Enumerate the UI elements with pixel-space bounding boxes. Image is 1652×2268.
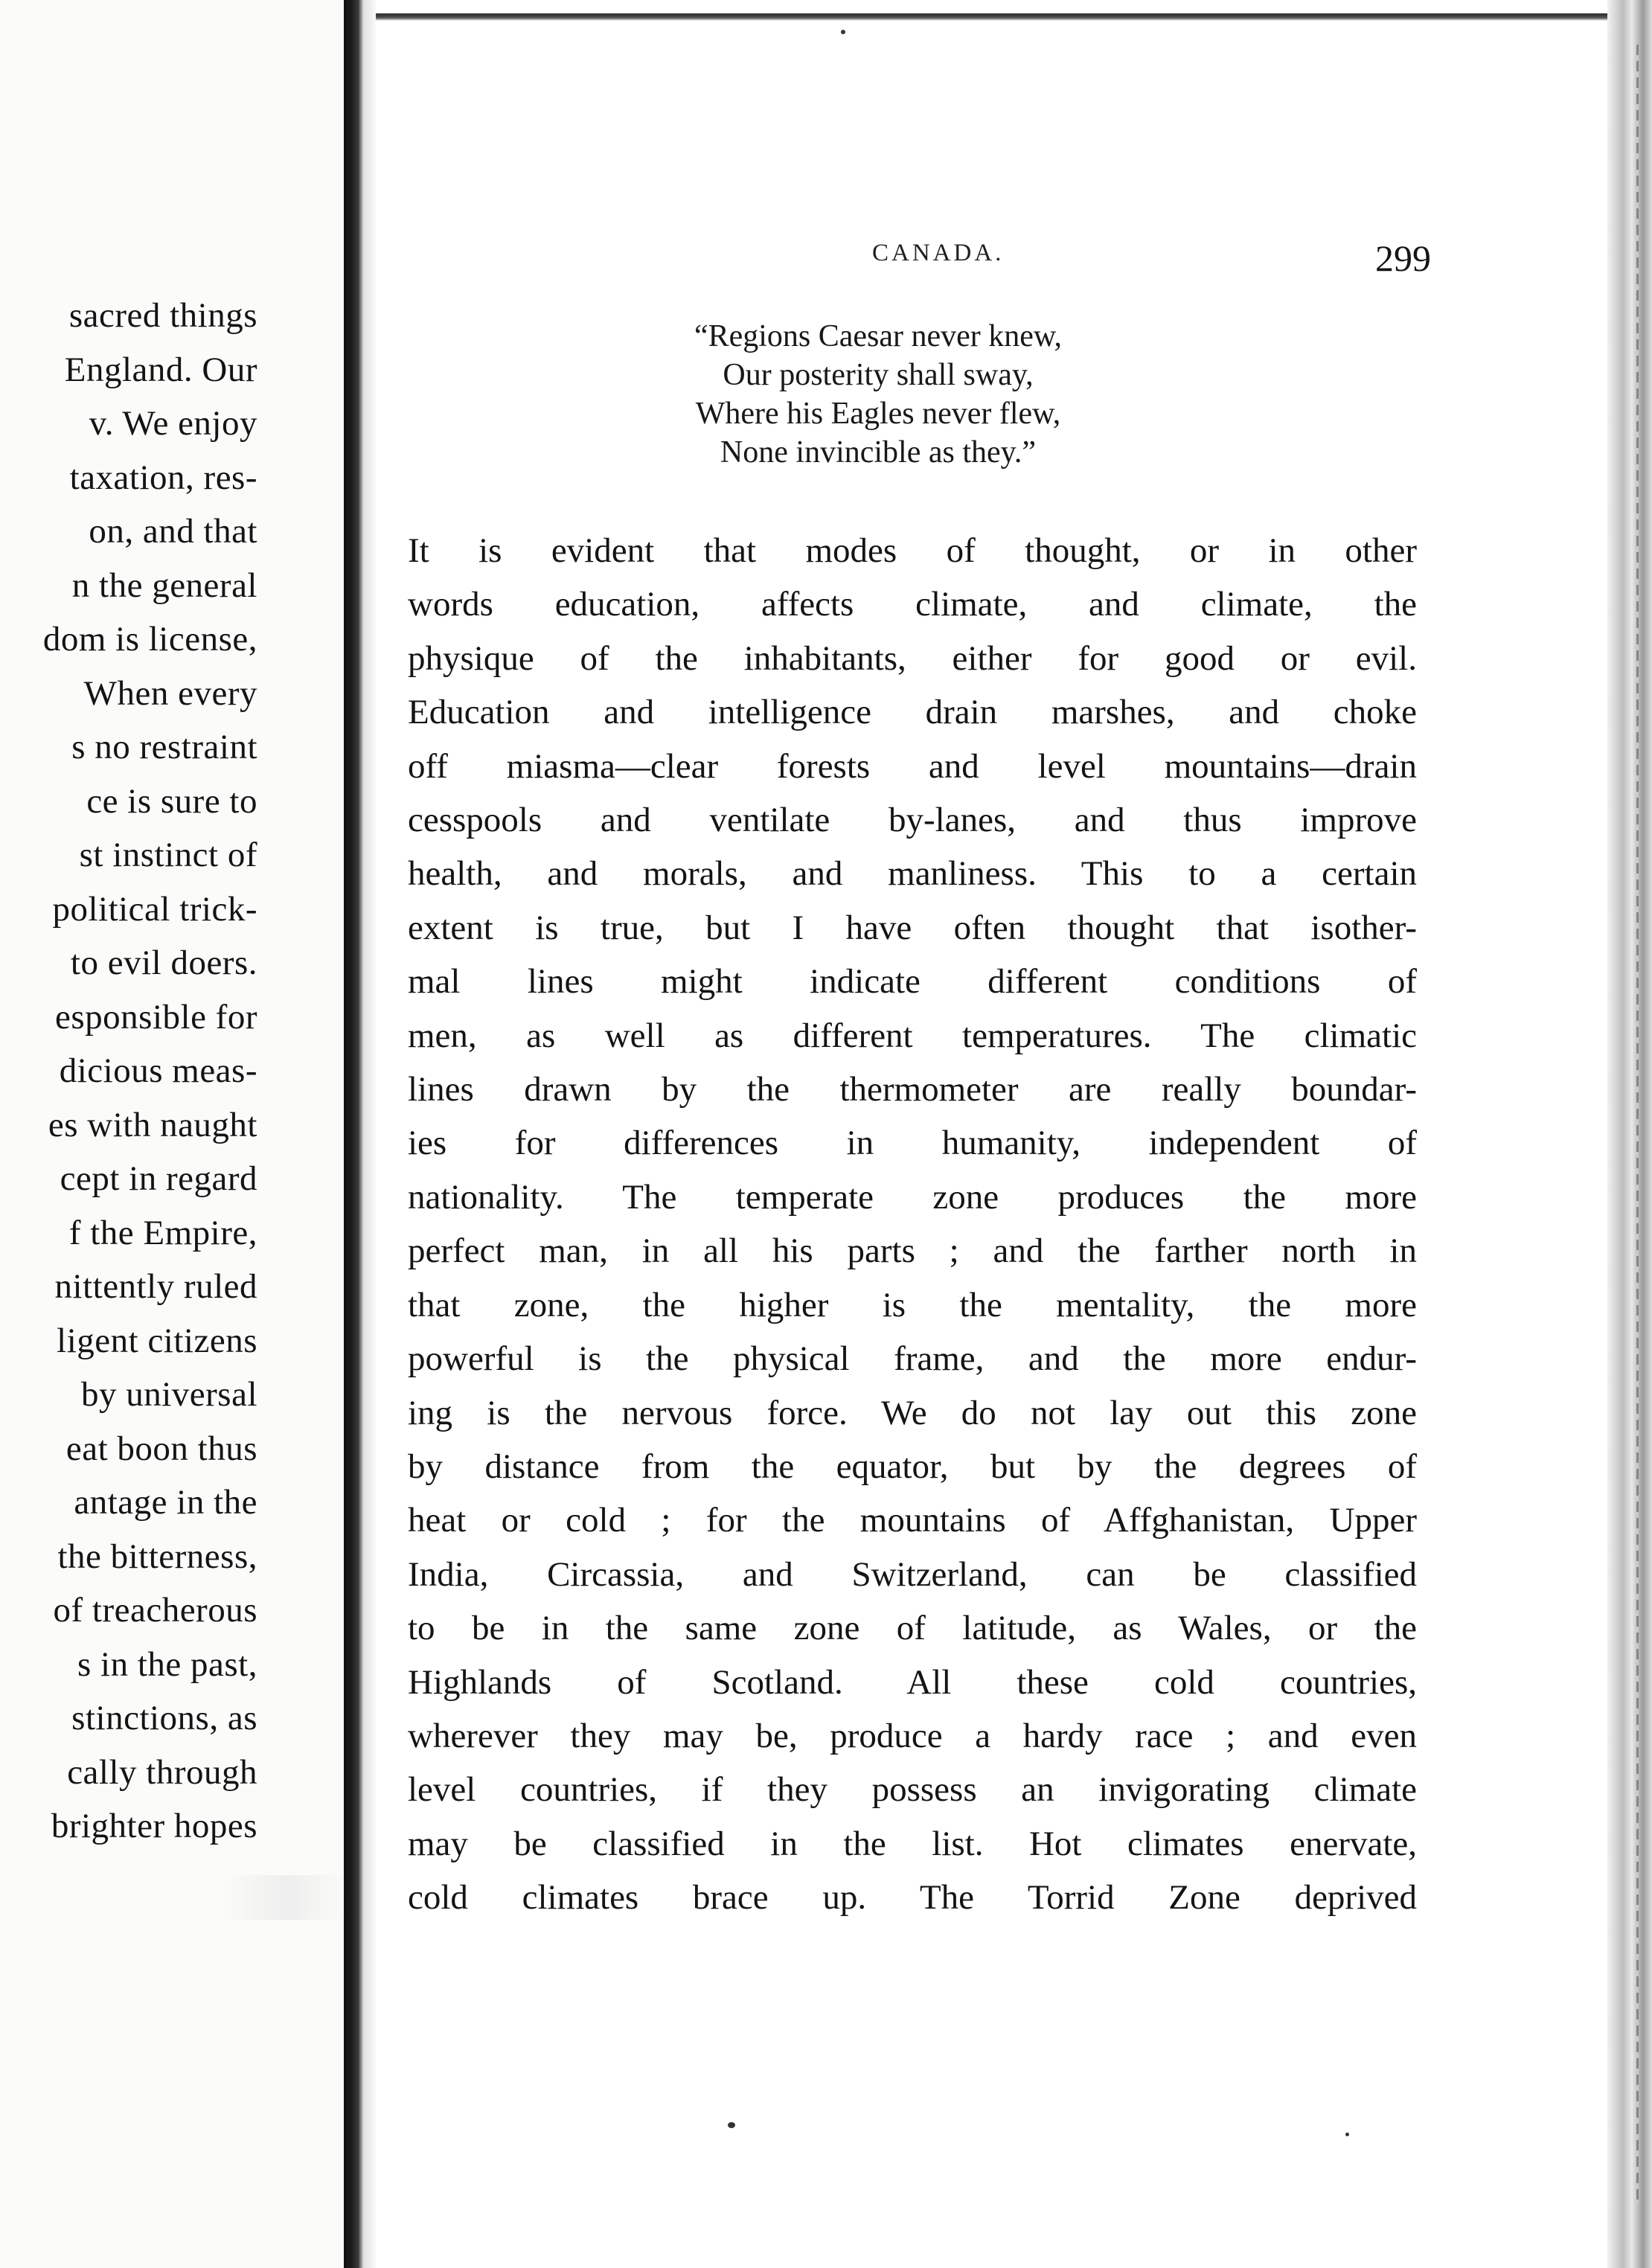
left-line: on, and that: [89, 512, 257, 551]
page-stack-edge: [1607, 0, 1652, 2268]
left-line: s in the past,: [77, 1644, 257, 1684]
left-line: s no restraint: [71, 728, 257, 766]
body-line: mal lines might indicate different conditions of: [408, 962, 1417, 1002]
body-line: nationality. The temperate zone produces the more: [408, 1177, 1417, 1217]
faded-show-through: [223, 1875, 350, 1920]
left-line: political trick-: [52, 889, 257, 929]
left-line: v. We enjoy: [89, 404, 257, 443]
left-line: cally through: [67, 1752, 257, 1792]
left-line: England. Our: [64, 350, 257, 389]
body-line: ies for differences in humanity, independent of: [408, 1124, 1417, 1163]
body-line: Highlands of Scotland. All these cold countries,: [408, 1662, 1417, 1702]
print-speck: [1345, 2133, 1349, 2136]
left-line: eat boon thus: [65, 1429, 257, 1468]
body-line: Education and intelligence drain marshes, and choke: [408, 693, 1417, 732]
left-line: dom is license,: [42, 620, 257, 659]
verse-line: Our posterity shall sway,: [723, 358, 1034, 392]
page-stack-lines: [1636, 45, 1639, 2203]
print-speck: [728, 2122, 735, 2128]
page-top-edge: [376, 13, 1641, 21]
book-binding-gutter: [344, 0, 363, 2268]
running-head: CANADA.: [872, 240, 1005, 266]
body-line: health, and morals, and manliness. This to a certain: [408, 854, 1417, 894]
body-line: to be in the same zone of latitude, as Wales, or the: [408, 1609, 1417, 1648]
left-line: When every: [83, 673, 257, 713]
left-page-text: [0, 289, 257, 1854]
body-line: It is evident that modes of thought, or in other: [408, 531, 1417, 570]
body-line: perfect man, in all his parts ; and the farther north in: [408, 1231, 1417, 1271]
left-facing-page: [0, 0, 350, 2268]
left-line: n the general: [71, 566, 257, 605]
left-line: stinctions, as: [71, 1699, 257, 1737]
body-line: may be classified in the list. Hot climates enervate,: [408, 1824, 1417, 1863]
left-line: ce is sure to: [86, 781, 257, 821]
body-line: off miasma—clear forests and level mountains—drain: [408, 746, 1417, 786]
body-line: lines drawn by the thermometer are really boundar-: [408, 1070, 1417, 1109]
body-paragraph: [408, 524, 1417, 1925]
body-line: words education, affects climate, and climate, the: [408, 585, 1417, 624]
verse-quotation: [618, 317, 1139, 472]
page-number: 299: [1375, 237, 1431, 279]
left-line: by universal: [80, 1375, 257, 1414]
body-line: heat or cold ; for the mountains of Affghanistan, Upper: [408, 1501, 1417, 1540]
left-line: ligent citizens: [57, 1321, 257, 1360]
verse-line: None invincible as they.”: [720, 435, 1037, 470]
left-line: esponsible for: [55, 997, 257, 1037]
left-line: st instinct of: [79, 836, 257, 874]
body-line: cesspools and ventilate by-lanes, and thus improve: [408, 801, 1417, 840]
left-line: antage in the: [74, 1483, 257, 1522]
left-line: taxation, res-: [69, 458, 257, 497]
left-line: of treacherous: [53, 1591, 257, 1630]
body-line: wherever they may be, produce a hardy race ; and even: [408, 1716, 1417, 1755]
verse-line: Where his Eagles never flew,: [695, 397, 1061, 431]
body-line: that zone, the higher is the mentality, the more: [408, 1285, 1417, 1324]
left-line: es with naught: [48, 1105, 257, 1144]
body-line: extent is true, but I have often thought that isother-: [408, 908, 1417, 947]
body-line: cold climates brace up. The Torrid Zone deprived: [408, 1878, 1417, 1918]
print-speck: [841, 30, 845, 34]
left-line: cept in regard: [60, 1159, 257, 1198]
body-line: level countries, if they possess an invigorating climate: [408, 1770, 1417, 1810]
body-line: India, Circassia, and Switzerland, can be classified: [408, 1554, 1417, 1594]
body-line: by distance from the equator, but by the degrees of: [408, 1447, 1417, 1486]
body-line: men, as well as different temperatures. The climatic: [408, 1016, 1417, 1055]
body-line: physique of the inhabitants, either for good or evil.: [408, 638, 1417, 678]
left-line: the bitterness,: [57, 1537, 257, 1576]
left-line: f the Empire,: [68, 1213, 257, 1252]
verse-line: “Regions Caesar never knew,: [694, 319, 1063, 353]
left-line: nittently ruled: [54, 1267, 257, 1306]
left-line: dicious meas-: [59, 1051, 257, 1090]
body-line: powerful is the physical frame, and the more endur-: [408, 1339, 1417, 1379]
body-line: ing is the nervous force. We do not lay out this zone: [408, 1393, 1417, 1432]
left-line: sacred things: [68, 296, 257, 335]
left-line: brighter hopes: [51, 1807, 257, 1845]
left-line: to evil doers.: [70, 944, 257, 982]
